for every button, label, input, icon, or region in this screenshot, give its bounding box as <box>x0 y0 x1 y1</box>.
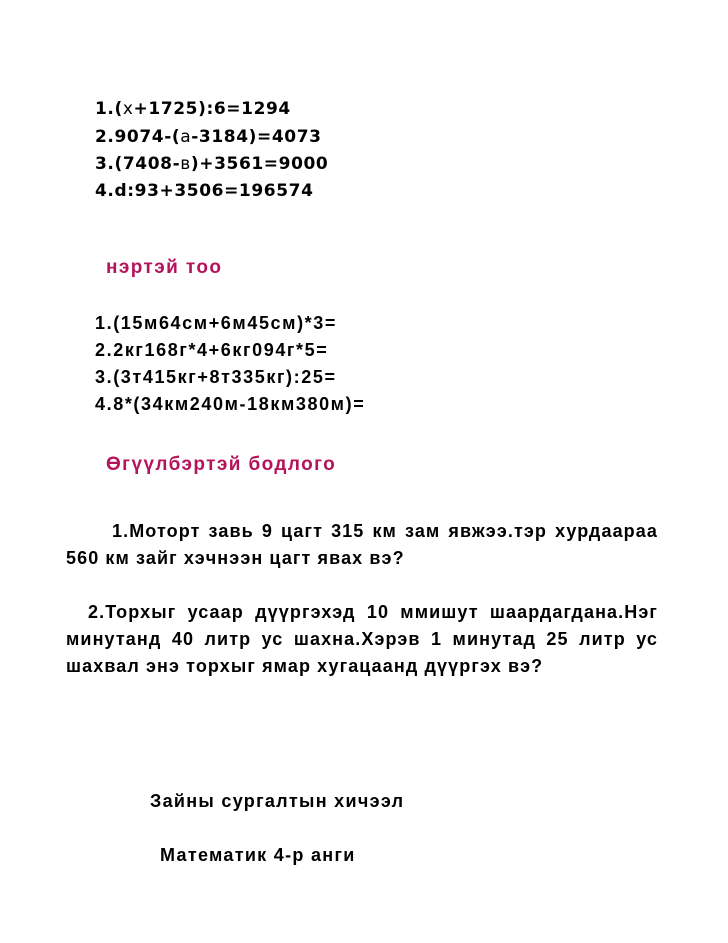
equation-part: ( <box>114 99 123 119</box>
equation-number: 4. <box>95 181 115 201</box>
equation-variable: а <box>180 127 192 147</box>
named-number-item: 4.8*(34км240м-18км380м)= <box>95 394 366 414</box>
equation-variable: в <box>180 154 191 174</box>
word-problem-1 <box>66 518 658 572</box>
equation-part: +1725):6=1294 <box>133 99 291 119</box>
named-number-item: 3.(3т415кг+8т335кг):25= <box>95 367 337 387</box>
word-problem-2 <box>66 599 658 680</box>
footer-grade-title: Математик 4-р анги <box>160 845 356 865</box>
equation-part: -3184)=4073 <box>191 127 322 147</box>
equation-number: 3. <box>95 154 115 174</box>
equation-variable: х <box>122 99 134 119</box>
problem-2-continuation: шаардагдана.Нэг минутанд 40 литр ус шахна.Хэрэв 1 минутад 25 литр ус шахвал энэ торхыг ямар хугацаанд дүүргэх вэ? <box>66 602 658 676</box>
equation-3 <box>95 153 328 175</box>
problem-2-first-line: 2.Торхыг усаар дүүргэхэд 10 ммишут <box>88 602 479 622</box>
equation-2 <box>95 126 322 148</box>
equation-part: 9074-( <box>114 127 181 147</box>
equation-part: d:93+3506=196574 <box>114 181 314 201</box>
equation-number: 1. <box>95 99 115 119</box>
problem-1-continuation: хурдаараа 560 км зайг хэчнээн цагт явах вэ? <box>66 521 658 568</box>
equation-4 <box>95 180 314 202</box>
named-number-item: 1.(15м64см+6м45см)*3= <box>95 313 337 333</box>
equation-part: (7408- <box>114 154 181 174</box>
section-heading-named-numbers: нэртэй тоо <box>106 257 223 278</box>
equation-number: 2. <box>95 127 115 147</box>
named-number-item: 2.2кг168г*4+6кг094г*5= <box>95 340 329 360</box>
footer-course-title: Зайны сургалтын хичээл <box>150 791 405 811</box>
section-heading-word-problems: Өгүүлбэртэй бодлого <box>106 454 337 475</box>
equation-part: )+3561=9000 <box>190 154 329 174</box>
problem-1-first-line: 1.Моторт завь 9 цагт 315 км зам явжээ.тэр <box>112 521 548 541</box>
equation-1 <box>95 98 291 120</box>
